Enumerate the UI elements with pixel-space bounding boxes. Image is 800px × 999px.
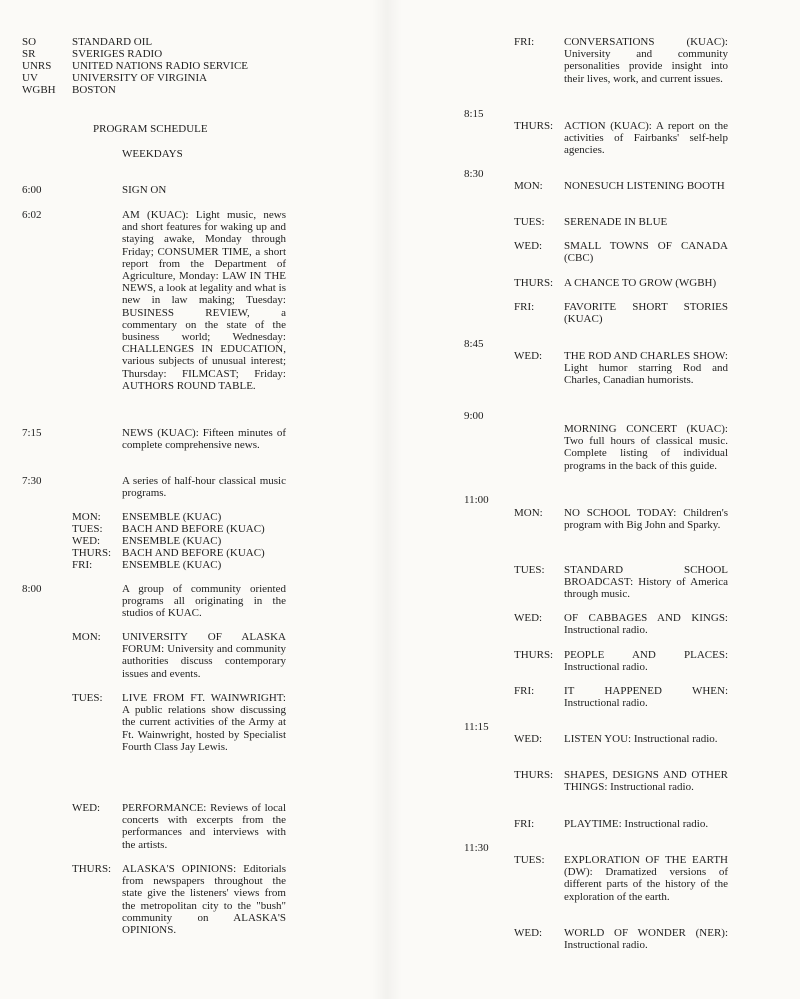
program-description: IT HAPPENED WHEN: Instructional radio. — [564, 685, 728, 710]
time-slot: 8:30 — [464, 168, 484, 180]
day-label: THURS: — [514, 649, 554, 661]
program-description: NONESUCH LISTENING BOOTH — [564, 180, 725, 192]
day-label: MON: — [514, 507, 543, 519]
day-label: TUES: — [514, 564, 545, 576]
abbr-name: UNITED NATIONS RADIO SERVICE — [72, 60, 249, 72]
abbr-code: WGBH — [22, 84, 56, 96]
time-slot: 8:15 — [464, 108, 484, 120]
program-description: PLAYTIME: Instructional radio. — [564, 818, 709, 830]
day-label: WED: — [514, 927, 543, 939]
program-description: PEOPLE AND PLACES: Instructional radio. — [564, 649, 728, 674]
program-title: BACH AND BEFORE (KUAC) — [122, 523, 265, 535]
program-description: EXPLORATION OF THE EARTH (DW): Dramatized versions of different parts of the history of the exploration of the earth. — [564, 854, 728, 903]
program-title: ENSEMBLE (KUAC) — [122, 535, 222, 547]
page-title: PROGRAM SCHEDULE — [93, 123, 208, 135]
program-title: ENSEMBLE (KUAC) — [122, 511, 222, 523]
day-label: THURS: — [72, 547, 112, 559]
program-description: WORLD OF WONDER (NER): Instructional radio. — [564, 927, 728, 952]
program-description: SMALL TOWNS OF CANADA (CBC) — [564, 240, 728, 265]
abbr-code: UV — [22, 72, 38, 84]
day-label: MON: — [514, 180, 543, 192]
program-description: STANDARD SCHOOL BROADCAST: History of America through music. — [564, 564, 728, 601]
day-label: TUES: — [514, 216, 545, 228]
abbr-name: BOSTON — [72, 84, 116, 96]
day-label: WED: — [514, 733, 543, 745]
program-description: SHAPES, DESIGNS AND OTHER THINGS: Instructional radio. — [564, 769, 728, 794]
program-description: SERENADE IN BLUE — [564, 216, 668, 228]
day-label: FRI: — [514, 36, 535, 48]
time-slot: 6:00 — [22, 184, 42, 196]
program-description: A series of half-hour classical music programs. — [122, 475, 286, 500]
abbr-name: UNIVERSITY OF VIRGINIA — [72, 72, 208, 84]
day-label: WED: — [514, 350, 543, 362]
abbr-code: UNRS — [22, 60, 52, 72]
program-description: OF CABBAGES AND KINGS: Instructional radio. — [564, 612, 728, 637]
program-description: UNIVERSITY OF ALASKA FORUM: University and community authorities discuss contemporary issues and events. — [122, 631, 286, 680]
day-label: FRI: — [514, 685, 535, 697]
program-description: PERFORMANCE: Reviews of local concerts with excerpts from the performances and interviews with the artists. — [122, 802, 286, 851]
day-label: WED: — [72, 802, 101, 814]
program-title: ENSEMBLE (KUAC) — [122, 559, 222, 571]
day-label: THURS: — [514, 120, 554, 132]
day-label: THURS: — [514, 277, 554, 289]
abbr-name: STANDARD OIL — [72, 36, 153, 48]
program-description: AM (KUAC): Light music, news and short features for waking up and staying awake, Monday through Friday; CONSUMER TIME, a short report from the Department of Agriculture, Monday: LAW IN THE NEWS, a look at legality and what is new in law making; Tuesday: BUSINESS REVIEW, a commentary on the state of the business world; Wednesday: CHALLENGES IN EDUCATION, various subjects of unusual interest; Thursday: FILMCAST; Friday: AUTHORS ROUND TABLE. — [122, 209, 286, 392]
time-slot: 8:00 — [22, 583, 42, 595]
program-description: FAVORITE SHORT STORIES (KUAC) — [564, 301, 728, 326]
time-slot: 7:30 — [22, 475, 42, 487]
day-label: FRI: — [72, 559, 93, 571]
time-slot: 6:02 — [22, 209, 42, 221]
program-description: SIGN ON — [122, 184, 167, 196]
program-description: A group of community oriented programs all originating in the studios of KUAC. — [122, 583, 286, 620]
program-description: NO SCHOOL TODAY: Children's program with Big John and Sparky. — [564, 507, 728, 532]
day-label: TUES: — [514, 854, 545, 866]
day-label: THURS: — [72, 863, 112, 875]
program-description: LIVE FROM FT. WAINWRIGHT: A public relations show discussing the current activities of the Army at Ft. Wainwright, hosted by Specialist Fourth Class Jay Lewis. — [122, 692, 286, 753]
abbr-name: SVERIGES RADIO — [72, 48, 163, 60]
day-label: THURS: — [514, 769, 554, 781]
day-label: TUES: — [72, 692, 103, 704]
abbr-code: SR — [22, 48, 36, 60]
day-label: FRI: — [514, 818, 535, 830]
page-fold — [372, 0, 402, 999]
time-slot: 7:15 — [22, 427, 42, 439]
program-description: CONVERSATIONS (KUAC): University and community personalities provide insight into their lives, work, and current issues. — [564, 36, 728, 85]
time-slot: 9:00 — [464, 410, 484, 422]
day-label: WED: — [72, 535, 101, 547]
day-label: WED: — [514, 240, 543, 252]
day-label: MON: — [72, 511, 101, 523]
program-description: A CHANCE TO GROW (WGBH) — [564, 277, 717, 289]
abbr-code: SO — [22, 36, 37, 48]
program-description: LISTEN YOU: Instructional radio. — [564, 733, 718, 745]
program-title: BACH AND BEFORE (KUAC) — [122, 547, 265, 559]
program-description: THE ROD AND CHARLES SHOW: Light humor starring Rod and Charles, Canadian humorists. — [564, 350, 728, 387]
section-subtitle: WEEKDAYS — [122, 148, 183, 160]
program-description: NEWS (KUAC): Fifteen minutes of complete comprehensive news. — [122, 427, 286, 452]
time-slot: 11:00 — [464, 494, 489, 506]
day-label: TUES: — [72, 523, 103, 535]
day-label: WED: — [514, 612, 543, 624]
program-description: ACTION (KUAC): A report on the activities of Fairbanks' self-help agencies. — [564, 120, 728, 157]
day-label: MON: — [72, 631, 101, 643]
time-slot: 8:45 — [464, 338, 484, 350]
time-slot: 11:30 — [464, 842, 489, 854]
program-description: MORNING CONCERT (KUAC): Two full hours of classical music. Complete listing of individual programs in the back of this guide. — [564, 423, 728, 472]
time-slot: 11:15 — [464, 721, 489, 733]
program-description: ALASKA'S OPINIONS: Editorials from newspapers throughout the state give the listeners' views from the metropolitan city to the "bush" community on ALASKA'S OPINIONS. — [122, 863, 286, 937]
day-label: FRI: — [514, 301, 535, 313]
